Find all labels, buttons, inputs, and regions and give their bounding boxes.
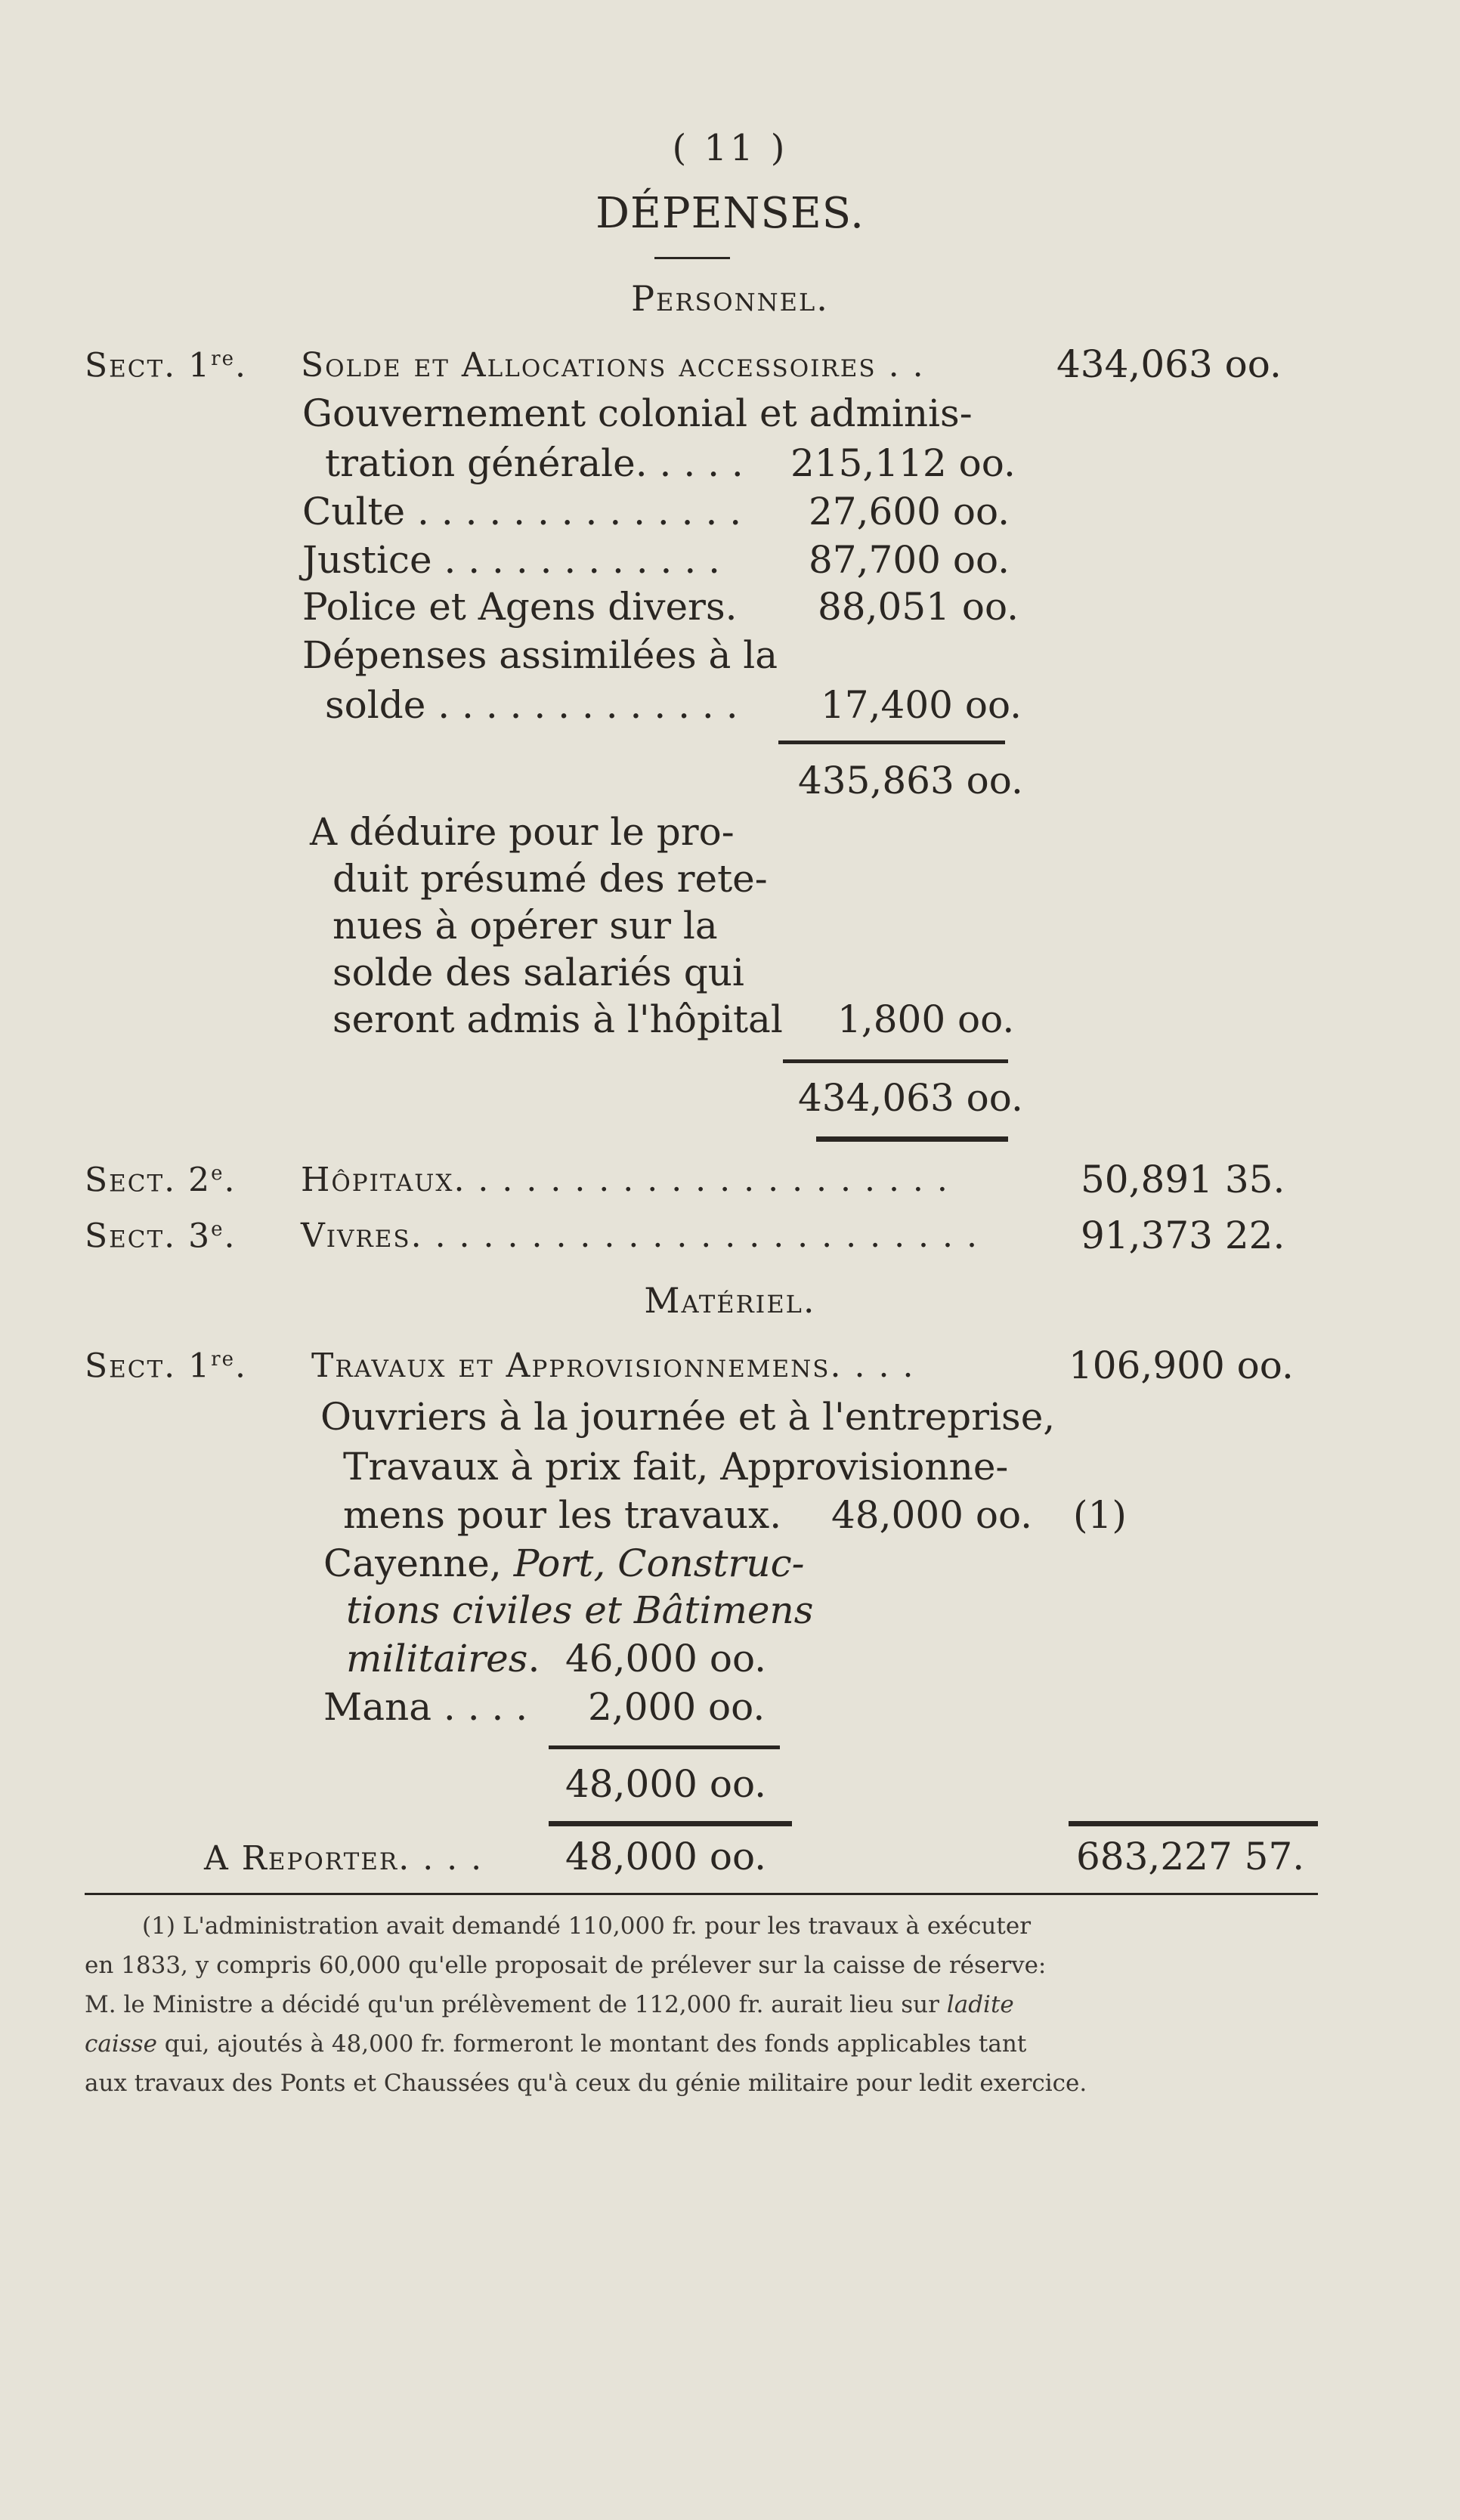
deduction-value: 1,800 oo. xyxy=(837,997,1015,1041)
personnel-sect2-label: Sect. 2e. xyxy=(85,1161,237,1200)
footnote-line1: (1) L'administration avait demandé 110,000 fr. pour les travaux à exécuter xyxy=(142,1912,1032,1940)
net-double-rule xyxy=(816,1136,1008,1142)
personnel-sect1-net: 434,063 oo. xyxy=(798,1076,1023,1120)
personnel-heading: Personnel. xyxy=(631,278,829,319)
deduction-line3: nues à opérer sur la xyxy=(333,904,718,948)
personnel-sect1-label: Sect. 1re. xyxy=(85,346,247,385)
page-title: DÉPENSES. xyxy=(595,189,865,238)
materiel-sect1-title: Travaux et Approvisionnemens. . . . xyxy=(311,1347,915,1385)
item-justice-label: Justice . . . . . . . . . . . . xyxy=(302,538,721,582)
cayenne-line3: militaires. xyxy=(346,1637,540,1681)
item-gouvernement-line1: Gouvernement colonial et adminis- xyxy=(302,391,973,435)
materiel-sect1-total: 106,900 oo. xyxy=(1069,1343,1294,1387)
personnel-sect2-title: Hôpitaux. . . . . . . . . . . . . . . . . . . . . xyxy=(301,1161,949,1199)
works-note-ref: (1) xyxy=(1073,1493,1127,1537)
cayenne-line1: Cayenne, Port, Construc- xyxy=(323,1541,805,1585)
cayenne-line2: tions civiles et Bâtimens xyxy=(346,1588,814,1632)
footnote-rule xyxy=(85,1893,1318,1895)
report-left-value: 48,000 oo. xyxy=(565,1835,767,1878)
page-number: ( 11 ) xyxy=(672,127,788,169)
materiel-sect1-label: Sect. 1re. xyxy=(85,1347,247,1386)
footnote-line2: en 1833, y compris 60,000 qu'elle proposait de prélever sur la caisse de réserve: xyxy=(85,1952,1047,1979)
personnel-sect2-total: 50,891 35. xyxy=(1081,1158,1285,1201)
personnel-sect3-title: Vivres. . . . . . . . . . . . . . . . . . . . . . . . xyxy=(301,1217,979,1255)
personnel-sect1-title: Solde et Allocations accessoires . . xyxy=(301,346,925,385)
deduction-line5: seront admis à l'hôpital xyxy=(333,997,783,1041)
materiel-heading: Matériel. xyxy=(644,1280,816,1321)
item-gouvernement-line2: tration générale. . . . . xyxy=(325,441,744,485)
report-label: A Reporter. . . . xyxy=(204,1839,484,1878)
deduction-line2: duit présumé des rete- xyxy=(333,857,768,901)
works-line2: Travaux à prix fait, Approvisionne- xyxy=(343,1445,1009,1489)
item-culte-label: Culte . . . . . . . . . . . . . . xyxy=(302,490,742,533)
works-value: 48,000 oo. xyxy=(831,1493,1033,1537)
works-line1: Ouvriers à la journée et à l'entreprise, xyxy=(320,1395,1056,1439)
item-culte-value: 27,600 oo. xyxy=(809,490,1010,533)
item-justice-value: 87,700 oo. xyxy=(809,538,1010,582)
item-depenses-line1: Dépenses assimilées à la xyxy=(302,633,778,677)
item-gouvernement-value: 215,112 oo. xyxy=(790,441,1016,485)
mana-label: Mana . . . . xyxy=(323,1685,528,1729)
right-double-rule xyxy=(1069,1821,1318,1826)
net-rule xyxy=(783,1059,1008,1063)
personnel-sect3-label: Sect. 3e. xyxy=(85,1217,237,1256)
materiel-subtotal-rule xyxy=(549,1745,780,1749)
cayenne-value: 46,000 oo. xyxy=(565,1637,767,1681)
mana-value: 2,000 oo. xyxy=(588,1685,766,1729)
report-right-value: 683,227 57. xyxy=(1076,1835,1305,1878)
personnel-sect1-total: 434,063 oo. xyxy=(1056,342,1282,386)
subtotal-rule xyxy=(778,741,1005,744)
item-depenses-line2: solde . . . . . . . . . . . . . xyxy=(325,683,738,727)
footnote-line3: M. le Ministre a décidé qu'un prélèvement de 112,000 fr. aurait lieu sur ladite xyxy=(85,1991,1014,2018)
title-rule xyxy=(654,257,730,259)
deduction-line1: A déduire pour le pro- xyxy=(310,810,735,854)
item-police-value: 88,051 oo. xyxy=(818,585,1019,629)
materiel-sect1-subtotal: 48,000 oo. xyxy=(565,1762,767,1806)
personnel-sect1-subtotal: 435,863 oo. xyxy=(798,759,1023,802)
materiel-double-rule xyxy=(549,1821,792,1826)
footnote-line4: caisse qui, ajoutés à 48,000 fr. formeront le montant des fonds applicables tant xyxy=(85,2030,1027,2058)
personnel-sect3-total: 91,373 22. xyxy=(1081,1214,1285,1257)
item-depenses-value: 17,400 oo. xyxy=(821,683,1022,727)
footnote-line5: aux travaux des Ponts et Chaussées qu'à ceux du génie militaire pour ledit exercice. xyxy=(85,2070,1087,2097)
works-line3: mens pour les travaux. xyxy=(343,1493,782,1537)
item-police-label: Police et Agens divers. xyxy=(302,585,738,629)
deduction-line4: solde des salariés qui xyxy=(333,951,744,994)
